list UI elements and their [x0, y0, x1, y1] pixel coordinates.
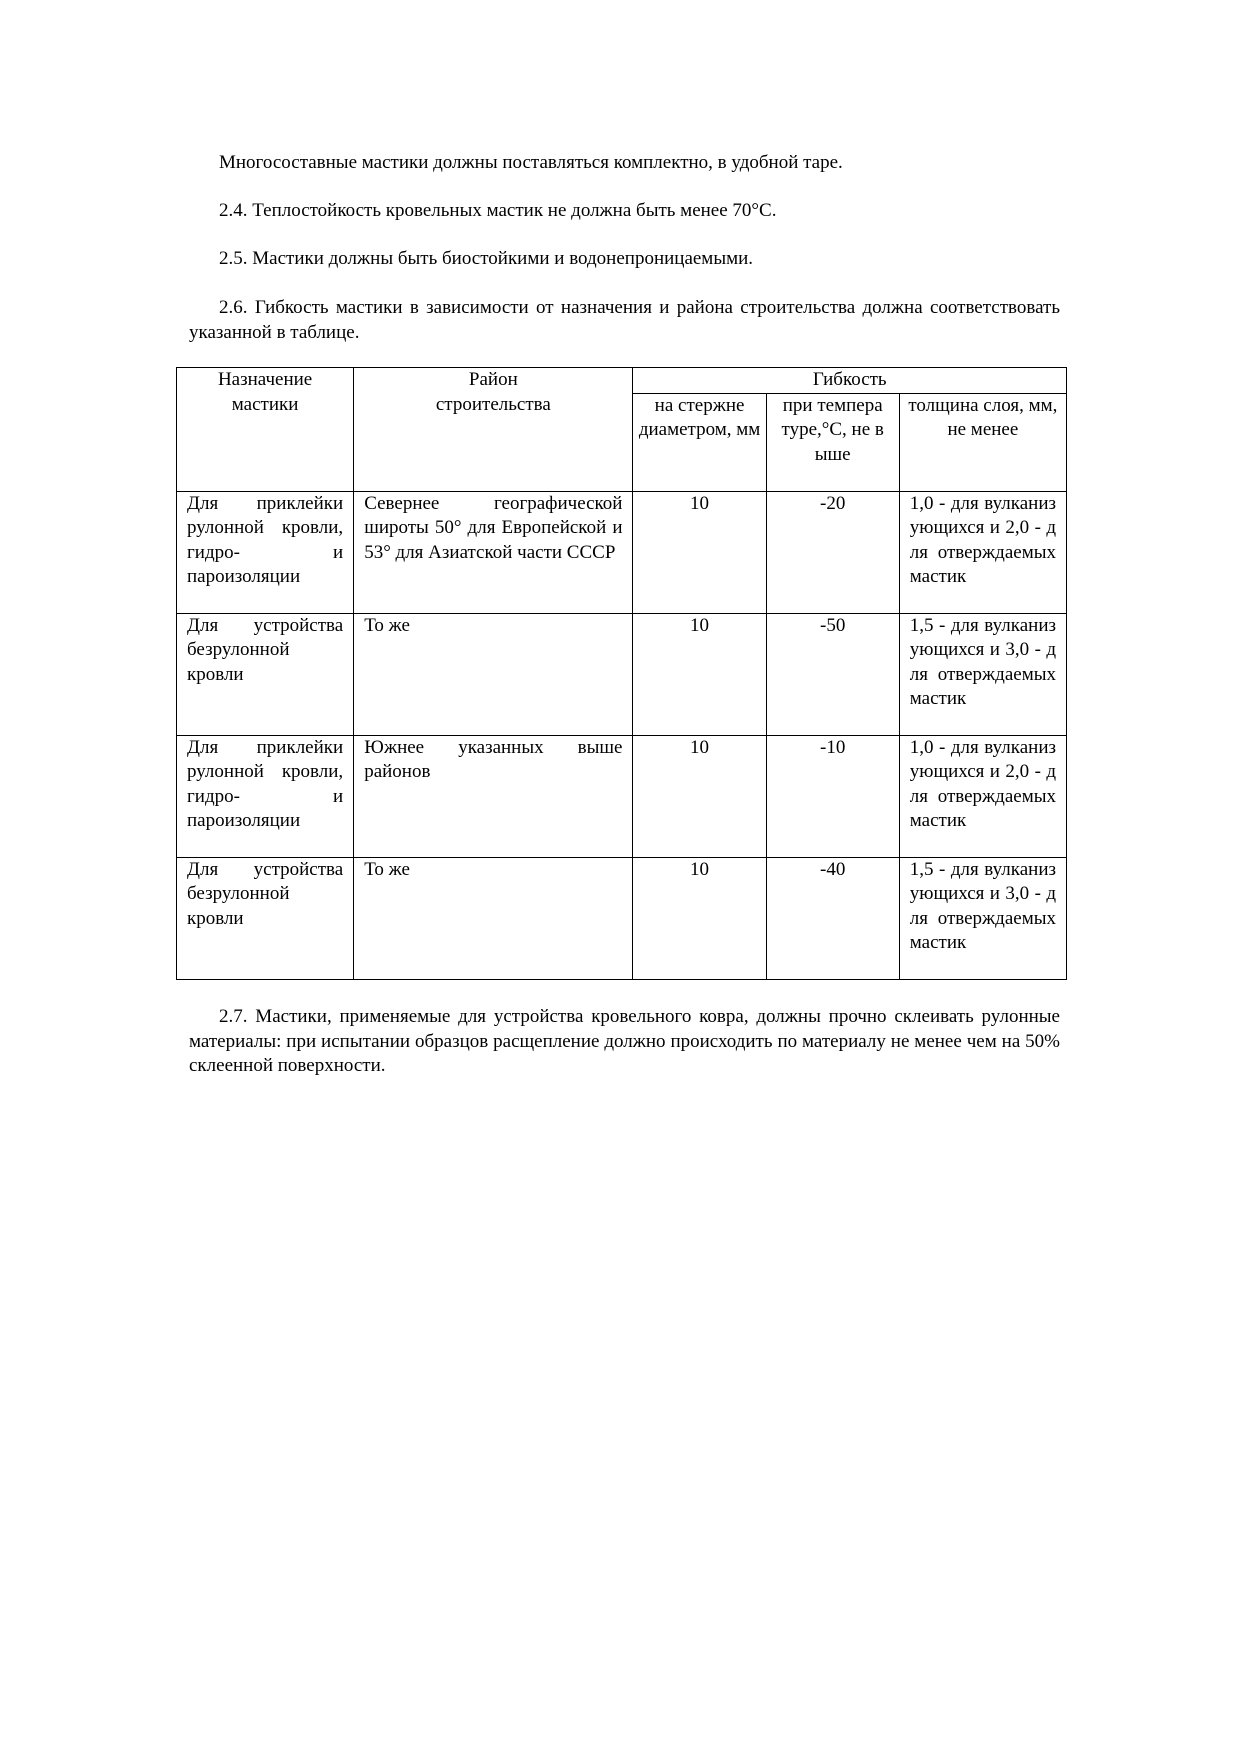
cell-rod-diameter: 10 [633, 613, 766, 735]
cell-purpose: Для приклейки рулонной кровли, гидро- и пароизоляции [177, 735, 354, 857]
cell-temperature: -40 [766, 857, 899, 979]
table-row [177, 857, 1067, 979]
flexibility-table [176, 367, 1067, 980]
table-row [177, 613, 1067, 735]
paragraph-multicomponent: Многосоставные мастики должны поставляться комплектно, в удобной таре. [219, 152, 843, 173]
cell-purpose: Для устройства безрулонной кровли [177, 613, 354, 735]
cell-purpose: Для устройства безрулонной кровли [177, 857, 354, 979]
cell-rod-diameter: 10 [633, 857, 766, 979]
cell-thickness: 1,5 - для вулканизующихся и 3,0 - для отверждаемых мастик [899, 857, 1066, 979]
header-purpose: Назначение мастики [177, 368, 354, 492]
paragraph-2-5: 2.5. Мастики должны быть биостойкими и водонепроницаемыми. [219, 248, 754, 269]
cell-temperature: -50 [766, 613, 899, 735]
header-thickness: толщина слоя, мм, не менее [899, 393, 1066, 491]
paragraph-2-4: 2.4. Теплостойкость кровельных мастик не должна быть менее 70°С. [219, 200, 777, 221]
cell-thickness: 1,5 - для вулканизующихся и 3,0 - для отверждаемых мастик [899, 613, 1066, 735]
cell-temperature: -20 [766, 491, 899, 613]
cell-rod-diameter: 10 [633, 735, 766, 857]
header-temperature: при температуре,°С, не выше [766, 393, 899, 491]
cell-purpose: Для приклейки рулонной кровли, гидро- и пароизоляции [177, 491, 354, 613]
cell-region: Севернее географической широты 50° для Европейской и 53° для Азиатской части СССР [354, 491, 633, 613]
header-flexibility: Гибкость [633, 368, 1067, 394]
paragraph-2-6: 2.6. Гибкость мастики в зависимости от назначения и района строительства должна соответствовать указанной в таблице. [189, 297, 1060, 343]
table-row [177, 735, 1067, 857]
cell-region: Южнее указанных выше районов [354, 735, 633, 857]
cell-region: То же [354, 857, 633, 979]
cell-region: То же [354, 613, 633, 735]
header-region: Район строительства [354, 368, 633, 492]
cell-rod-diameter: 10 [633, 491, 766, 613]
cell-thickness: 1,0 - для вулканизующихся и 2,0 - для отверждаемых мастик [899, 491, 1066, 613]
cell-temperature: -10 [766, 735, 899, 857]
header-rod-diameter: на стержне диаметром, мм [633, 393, 766, 491]
table-header-row [177, 368, 1067, 394]
cell-thickness: 1,0 - для вулканизующихся и 2,0 - для отверждаемых мастик [899, 735, 1066, 857]
table-row [177, 491, 1067, 613]
paragraph-2-7: 2.7. Мастики, применяемые для устройства кровельного ковра, должны прочно склеивать рулонные материалы: при испытании образцов расщепление должно происходить по материалу не менее чем на 50% склеенной поверхности. [189, 1006, 1060, 1076]
